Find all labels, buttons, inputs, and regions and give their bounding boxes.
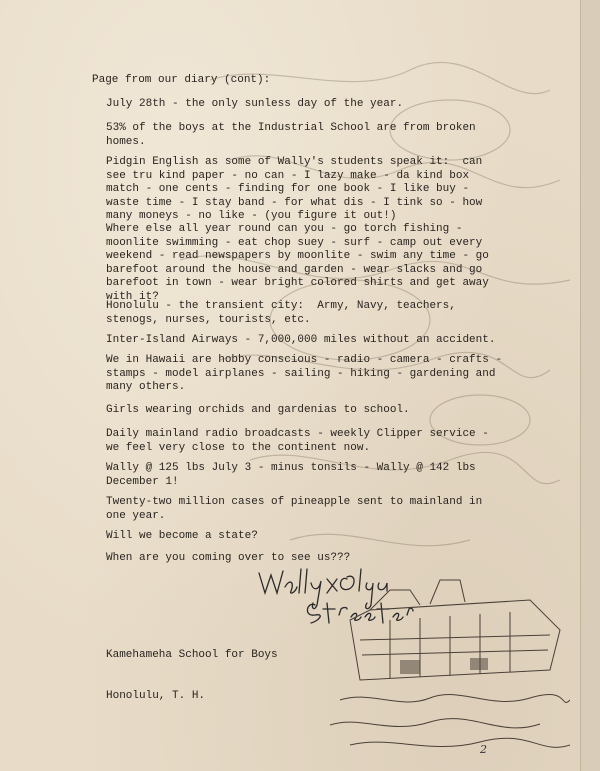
paragraph-line: barefoot in town - wear bright colored shirts and get away — [106, 277, 489, 290]
diary-paragraph — [106, 428, 489, 455]
paragraph-line: with it? — [106, 290, 159, 303]
paragraph-line: stenogs, nurses, tourists, etc. — [106, 313, 311, 326]
address-line: Kamehameha School for Boys — [106, 649, 278, 662]
paragraph-line: homes. — [106, 135, 146, 148]
paragraph-line: Honolulu - the transient city: Army, Navy, teachers, — [106, 300, 456, 312]
paragraph-line: we feel very close to the continent now. — [106, 441, 371, 454]
paragraph-line: Wally @ 125 lbs July 3 - minus tonsils - Wally @ 142 lbs — [106, 462, 476, 474]
paragraph-line: one year. — [106, 509, 166, 522]
page-edge — [580, 0, 600, 771]
paragraph-line: December 1! — [106, 475, 179, 488]
paragraph-line: Daily mainland radio broadcasts - weekly Clipper service - — [106, 428, 489, 440]
ocean-liner-sketch — [330, 560, 570, 760]
page-heading: Page from our diary (cont): — [92, 74, 271, 86]
diary-paragraph — [106, 354, 502, 395]
paragraph-line: weekend - read newspapers by moonlite - swim any time - go — [106, 250, 489, 263]
address-line: Honolulu, T. H. — [106, 689, 206, 702]
diary-paragraph — [106, 156, 482, 224]
paragraph-line: Inter-Island Airways - 7,000,000 miles without an accident. — [106, 334, 496, 346]
paragraph-line: When are you coming over to see us??? — [106, 552, 351, 564]
diary-paragraph — [106, 462, 476, 489]
paragraph-line: match - one cents - finding for one book - I like buy - — [106, 183, 470, 196]
page-number: 2 — [480, 743, 487, 756]
sender-address — [106, 622, 278, 731]
paragraph-line: We in Hawaii are hobby conscious - radio - camera - crafts - — [106, 354, 503, 366]
diary-paragraph — [106, 552, 350, 566]
paragraph-line: Will we become a state? — [106, 530, 258, 542]
paragraph-line: barefoot around the house and garden - wear slacks and go — [106, 263, 483, 276]
paragraph-line: moonlite swimming - eat chop suey - surf - camp out every — [106, 236, 483, 249]
paragraph-line: many others. — [106, 381, 186, 394]
diary-paragraph — [106, 496, 482, 523]
diary-paragraph — [106, 334, 495, 348]
diary-paragraph — [106, 404, 410, 418]
paragraph-line: see tru kind paper - no can - I lazy make - da kind box — [106, 169, 470, 182]
paragraph-line: Where else all year round can you - go torch fishing - — [106, 223, 463, 235]
diary-paragraph — [106, 530, 258, 544]
paragraph-line: stamps - model airplanes - sailing - hiking - gardening and — [106, 367, 496, 380]
paragraph-line: 53% of the boys at the Industrial School are from broken — [106, 122, 476, 134]
paragraph-line: Girls wearing orchids and gardenias to school. — [106, 404, 410, 416]
diary-paragraph — [106, 223, 489, 305]
diary-paragraph — [106, 300, 456, 327]
paragraph-line: Twenty-two million cases of pineapple sent to mainland in — [106, 496, 483, 508]
diary-paragraph — [106, 122, 476, 149]
paragraph-line: waste time - I stay band - for what dis - I tink so - how — [106, 196, 483, 209]
paragraph-line: July 28th - the only sunless day of the year. — [106, 98, 404, 110]
paragraph-line: Pidgin English as some of Wally's students speak it: can — [106, 156, 483, 168]
paragraph-line: many moneys - no like - (you figure it out!) — [106, 210, 397, 223]
diary-paragraph — [106, 98, 403, 112]
